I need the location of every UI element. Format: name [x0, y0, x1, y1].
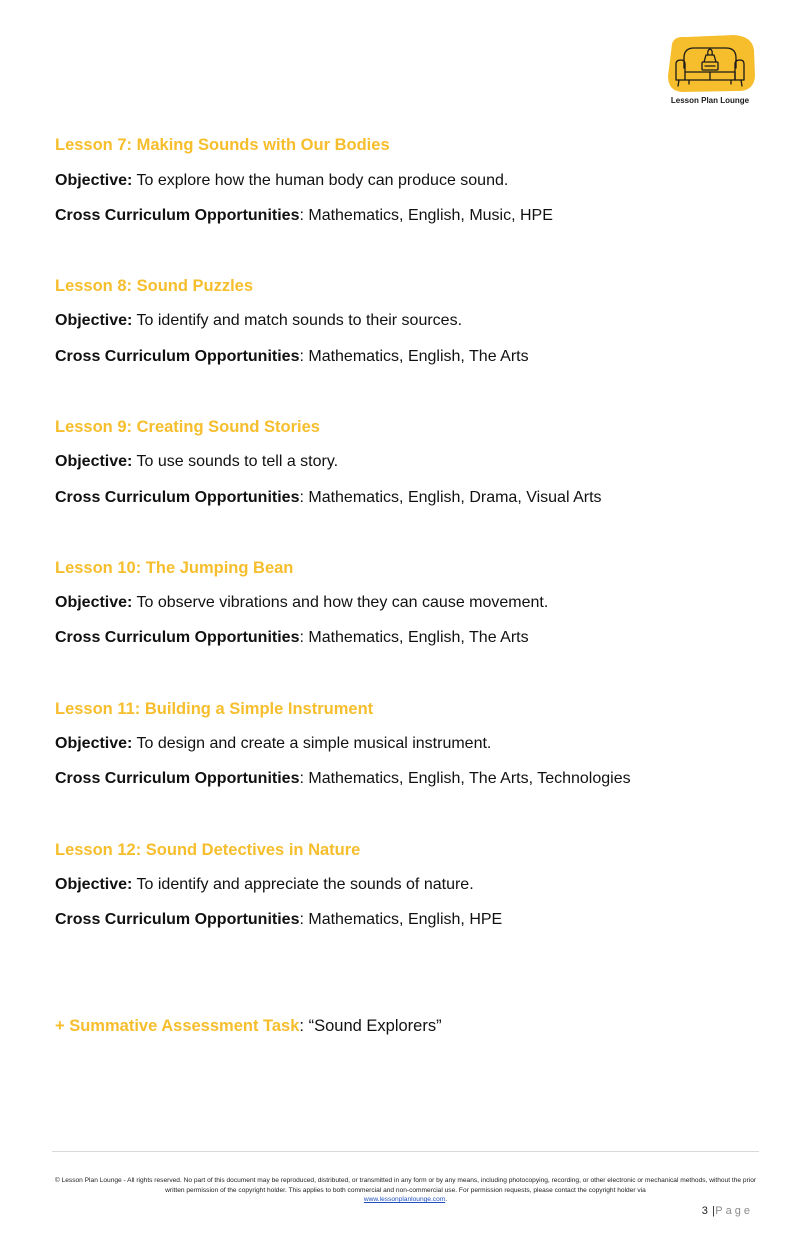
- lesson-cross-curriculum: [55, 488, 755, 508]
- lesson-cross-curriculum: [55, 347, 755, 367]
- cross-curriculum-label: Cross Curriculum Opportunities: [55, 770, 300, 787]
- lesson-objective: [55, 593, 755, 613]
- objective-label: Objective:: [55, 876, 133, 893]
- lesson-title: Lesson 7: Making Sounds with Our Bodies: [55, 136, 390, 154]
- website-link[interactable]: www.lessonplanlounge.com: [363, 1196, 446, 1203]
- cross-curriculum-label: Cross Curriculum Opportunities: [55, 207, 300, 224]
- objective-label: Objective:: [55, 735, 133, 752]
- cross-curriculum-text: : Mathematics, English, The Arts: [299, 348, 529, 365]
- page-word: Page: [715, 1205, 753, 1217]
- link-suffix: .: [445, 1196, 448, 1203]
- lesson-block: [55, 276, 755, 367]
- lesson-block: [55, 135, 755, 226]
- summative-value: : “Sound Explorers”: [299, 1017, 442, 1035]
- objective-text: To use sounds to tell a story.: [132, 453, 339, 470]
- lesson-title: Lesson 11: Building a Simple Instrument: [55, 700, 374, 718]
- lesson-block: [55, 840, 755, 930]
- lesson-title: Lesson 8: Sound Puzzles: [55, 277, 254, 295]
- page-number-value: 3: [701, 1205, 709, 1217]
- lesson-block: [55, 417, 755, 508]
- cross-curriculum-label: Cross Curriculum Opportunities: [55, 348, 300, 365]
- objective-text: To design and create a simple musical instrument.: [132, 735, 492, 752]
- lesson-cross-curriculum: [55, 910, 755, 930]
- footer-copyright: [52, 1176, 759, 1205]
- copyright-text: © Lesson Plan Lounge - All rights reserved. No part of this document may be reproduced, distributed, or transmitted in any form or by any means, including photocopying, recording, or other electronic or mechanical methods, without the prior written permission of the copyright holder. This applies to both commercial and non-commercial use. For permission requests, please contact the copyright holder via: [54, 1177, 757, 1194]
- lesson-objective: [55, 311, 755, 331]
- lesson-objective: [55, 875, 755, 895]
- lesson-cross-curriculum: [55, 206, 755, 226]
- lesson-objective: [55, 171, 755, 191]
- lesson-block: [55, 558, 755, 648]
- summative-label: + Summative Assessment Task: [55, 1017, 300, 1035]
- couch-logo-icon: [664, 34, 756, 96]
- objective-text: To identify and appreciate the sounds of nature.: [132, 876, 474, 893]
- brand-name: Lesson Plan Lounge: [670, 96, 750, 105]
- cross-curriculum-text: : Mathematics, English, Drama, Visual Arts: [299, 489, 602, 506]
- lesson-cross-curriculum: [55, 628, 755, 648]
- cross-curriculum-text: : Mathematics, English, Music, HPE: [299, 207, 553, 224]
- lesson-title: Lesson 10: The Jumping Bean: [55, 559, 294, 577]
- page-number: [702, 1205, 753, 1217]
- lesson-title: Lesson 12: Sound Detectives in Nature: [55, 841, 361, 859]
- brand-logo: [662, 34, 758, 110]
- lesson-objective: [55, 734, 755, 754]
- objective-text: To identify and match sounds to their sources.: [132, 312, 463, 329]
- cross-curriculum-text: : Mathematics, English, HPE: [299, 911, 503, 928]
- cross-curriculum-label: Cross Curriculum Opportunities: [55, 489, 300, 506]
- objective-text: To explore how the human body can produce sound.: [132, 172, 509, 189]
- cross-curriculum-text: : Mathematics, English, The Arts: [299, 629, 529, 646]
- lesson-block: [55, 699, 755, 789]
- lesson-title: Lesson 9: Creating Sound Stories: [55, 418, 320, 436]
- footer-divider: [52, 1151, 759, 1152]
- cross-curriculum-label: Cross Curriculum Opportunities: [55, 629, 300, 646]
- objective-text: To observe vibrations and how they can cause movement.: [132, 594, 549, 611]
- cross-curriculum-text: : Mathematics, English, The Arts, Technologies: [299, 770, 631, 787]
- page-separator: |: [711, 1205, 716, 1217]
- lesson-objective: [55, 452, 755, 472]
- objective-label: Objective:: [55, 312, 133, 329]
- summative-assessment: [55, 1016, 442, 1036]
- cross-curriculum-label: Cross Curriculum Opportunities: [55, 911, 300, 928]
- lesson-cross-curriculum: [55, 769, 755, 789]
- objective-label: Objective:: [55, 594, 133, 611]
- objective-label: Objective:: [55, 172, 133, 189]
- objective-label: Objective:: [55, 453, 133, 470]
